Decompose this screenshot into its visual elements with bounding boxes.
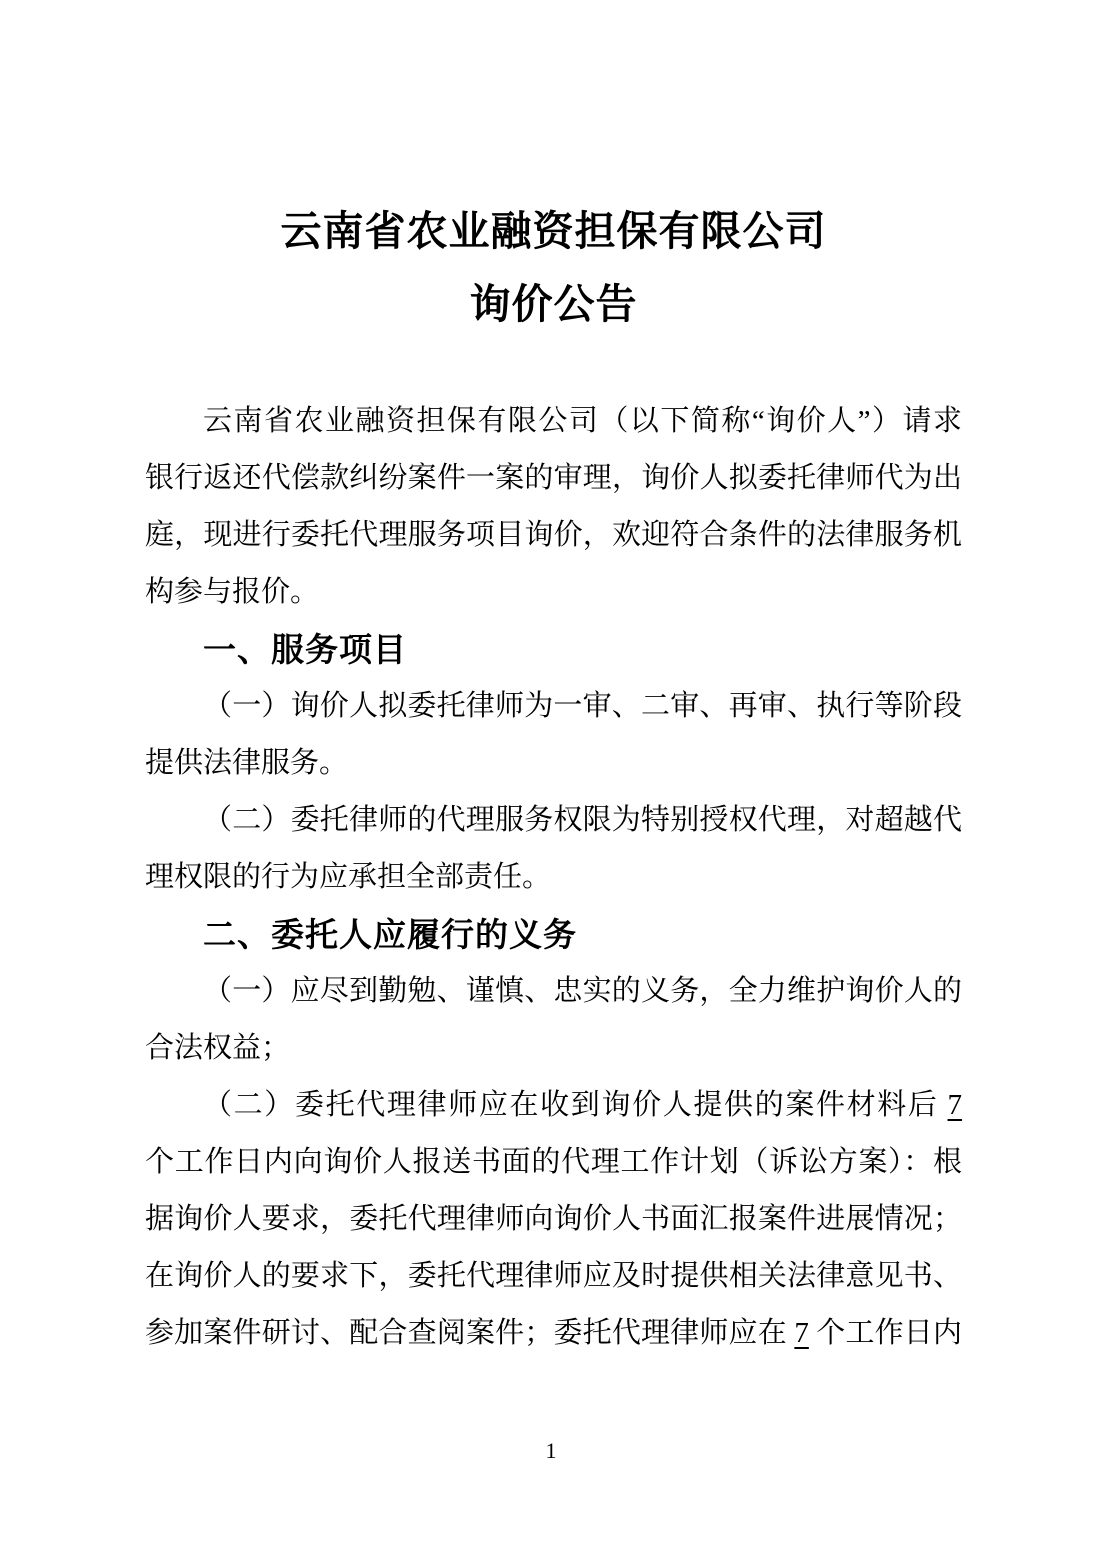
body-line xyxy=(145,393,962,450)
body-line xyxy=(145,450,962,507)
body-line xyxy=(145,735,962,792)
document-title xyxy=(145,195,962,341)
text-segment: （一）询价人拟委托律师为一审、二审、再审、执行等阶段 xyxy=(203,690,962,722)
body-line xyxy=(145,564,962,621)
body-line xyxy=(145,792,962,849)
text-segment: 在询价人的要求下，委托代理律师应及时提供相关法律意见书、 xyxy=(145,1260,962,1292)
underlined-number: 7 xyxy=(794,1317,809,1349)
text-segment: 构参与报价。 xyxy=(145,576,320,608)
text-segment: （二）委托代理律师应在收到询价人提供的案件材料后 xyxy=(203,1089,948,1121)
text-segment: 庭，现进行委托代理服务项目询价，欢迎符合条件的法律服务机 xyxy=(145,519,962,551)
page-number: 1 xyxy=(545,1438,557,1463)
text-segment: 二、委托人应履行的义务 xyxy=(203,916,577,953)
text-segment: 理权限的行为应承担全部责任。 xyxy=(145,861,552,893)
body-line xyxy=(145,963,962,1020)
body-line xyxy=(145,1134,962,1191)
text-segment: 合法权益； xyxy=(145,1032,291,1064)
section-heading xyxy=(145,621,962,678)
body-line xyxy=(145,849,962,906)
underlined-number: 7 xyxy=(947,1089,962,1121)
text-segment: 个工作日内向询价人报送书面的代理工作计划（诉讼方案）：根 xyxy=(145,1146,962,1178)
body-line xyxy=(145,1248,962,1305)
text-segment: （二）委托律师的代理服务权限为特别授权代理，对超越代 xyxy=(203,804,962,836)
document-title-line: 云南省农业融资担保有限公司 xyxy=(280,208,827,254)
text-segment: 提供法律服务。 xyxy=(145,747,349,779)
text-segment: 参加案件研讨、配合查阅案件；委托代理律师应在 xyxy=(145,1317,795,1349)
text-segment: 云南省农业融资担保有限公司（以下简称“询价人”）请求 xyxy=(203,405,962,437)
text-segment: 一、服务项目 xyxy=(203,631,407,668)
body-line xyxy=(145,1077,962,1134)
body-line xyxy=(145,1020,962,1077)
text-segment: 个工作日内 xyxy=(808,1317,962,1349)
document-body xyxy=(145,393,962,1362)
text-segment: 据询价人要求，委托代理律师向询价人书面汇报案件进展情况； xyxy=(145,1203,962,1235)
body-line xyxy=(145,1305,962,1362)
body-line xyxy=(145,507,962,564)
section-heading xyxy=(145,906,962,963)
text-segment: （一）应尽到勤勉、谨慎、忠实的义务，全力维护询价人的 xyxy=(203,975,962,1007)
text-segment: 银行返还代偿款纠纷案件一案的审理，询价人拟委托律师代为出 xyxy=(145,462,962,494)
document-title-line: 询价公告 xyxy=(469,281,638,327)
body-line xyxy=(145,678,962,735)
body-line xyxy=(145,1191,962,1248)
